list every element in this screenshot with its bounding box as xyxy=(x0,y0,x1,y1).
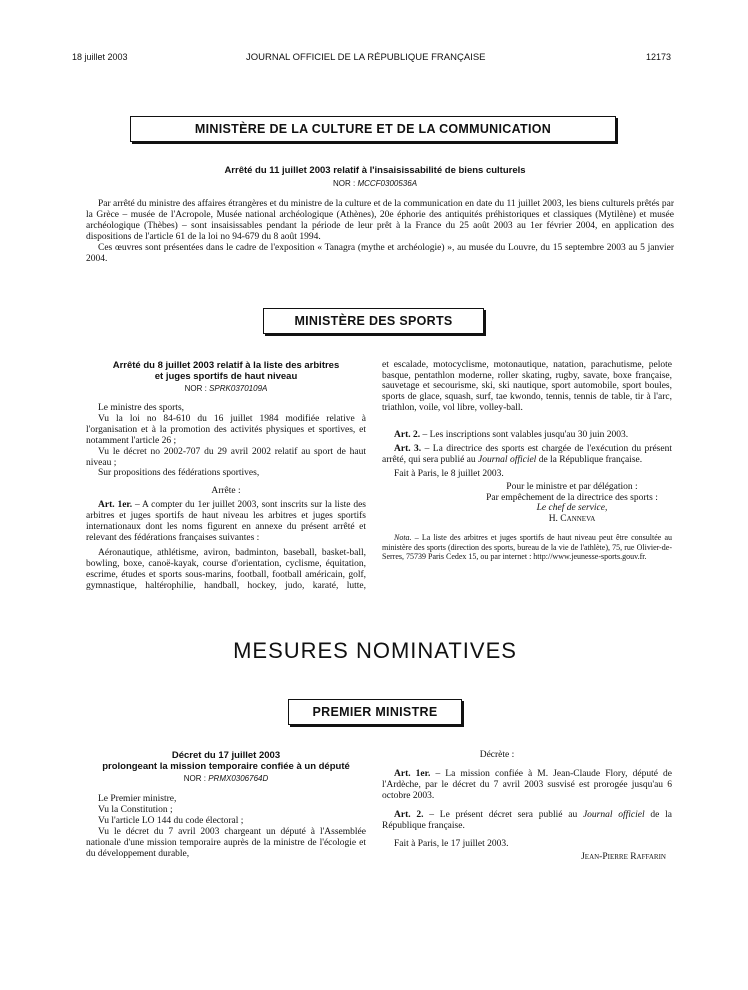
mesures-decree-title-1: Décret du 17 juillet 2003 xyxy=(171,750,281,761)
culture-decree-title: Arrêté du 11 juillet 2003 relatif à l'insaisissabilité de biens culturels xyxy=(224,165,526,176)
sports-list-continued: et escalade, motocyclisme, motonautique, natation, parachutisme, pelote basque, pentathlon moderne, roller skating, rugby, savate, boxe française, sauvetage et secourisme, ski, ski nautique, sport automobile, sport boules, sports de glace, squash, surf, tae kwondo, tennis, tennis de table, tir à l'arc, triathlon, voile, vol libre, volley-ball. xyxy=(382,360,672,414)
sports-art1-label: Art. 1er. xyxy=(98,500,133,511)
sports-done-at: Fait à Paris, le 8 juillet 2003. xyxy=(394,468,504,479)
ministry-culture-heading: MINISTÈRE DE LA CULTURE ET DE LA COMMUNICATION xyxy=(194,122,552,136)
header-date: 18 juillet 2003 xyxy=(72,52,128,62)
sports-right-column xyxy=(382,360,672,562)
sports-list-part: Aéronautique, athlétisme, aviron, badminton, baseball, basket-ball, bowling, boxe, canoë-kayak, course d'orientation, cyclisme, équitation, escrime, études et sports sous-marins, football, football américain, golf, gymnastique, haltérophilie, handball, hockey, judo, karaté, lutte, xyxy=(86,547,366,591)
sports-visa-2: Vu le décret no 2002-707 du 29 avril 2002 relatif au sport de haut niveau ; xyxy=(86,446,366,468)
sports-intro: Le ministre des sports, xyxy=(98,403,185,413)
culture-nor: NOR : MCCF0300536A xyxy=(332,179,418,188)
mesures-nor: NOR : PRMX0306764D xyxy=(183,774,269,783)
ministry-culture-box xyxy=(130,116,616,142)
header-page-number: 12173 xyxy=(646,52,672,62)
sports-article-2: Art. 2. – Les inscriptions sont valables jusqu'au 30 juin 2003. xyxy=(394,430,629,440)
culture-paragraph-2: Ces œuvres sont présentées dans le cadre de l'exposition « Tanagra (mythe et archéologie) », au musée du Louvre, du 15 septembre 2003 au 5 janvier 2004. xyxy=(86,242,674,264)
premier-ministre-heading: PREMIER MINISTRE xyxy=(312,705,438,719)
sports-article-3: Art. 3. – La directrice des sports est chargée de l'exécution du présent arrêté, qui sera publié au Journal officiel de la République française. xyxy=(382,443,672,465)
premier-ministre-box xyxy=(288,699,462,725)
mesures-line-3: Vu l'article LO 144 du code électoral ; xyxy=(98,815,244,826)
sports-visa-3: Sur propositions des fédérations sportives, xyxy=(98,468,260,479)
mesures-line-2: Vu la Constitution ; xyxy=(98,804,173,815)
sports-decree-title-1: Arrêté du 8 juillet 2003 relatif à la liste des arbitres xyxy=(112,360,340,371)
header-journal-title: JOURNAL OFFICIEL DE LA RÉPUBLIQUE FRANÇAISE xyxy=(246,52,486,63)
sports-note: Nota. – La liste des arbitres et juges sportifs de haut niveau peut être consultée au ministère des sports (direction des sports, bureau de la vie de l'athlète), 75, rue Olivier-de-Serres, 75739 Paris Cedex 15, ou par internet : http://www.jeunesse-sports.gouv.fr. xyxy=(382,533,672,562)
mesures-left-column xyxy=(86,750,366,859)
sports-left-column xyxy=(86,360,366,592)
mesures-signature: Jean-Pierre Raffarin xyxy=(581,852,666,863)
mesures-line-4: Vu le décret du 7 avril 2003 chargeant un député à l'Assemblée nationale d'une mission temporaire auprès de la ministre de l'écologie et du développement durable, xyxy=(86,826,366,859)
mesures-right-column xyxy=(382,750,672,863)
ministry-sports-box xyxy=(263,308,484,334)
sports-visa-1: Vu la loi no 84-610 du 16 juillet 1984 modifiée relative à l'organisation et à la promotion des activités physiques et sportives, et notamment l'article 26 ; xyxy=(86,413,366,446)
sports-arrete: Arrête : xyxy=(211,486,241,497)
mesures-article-2: Art. 2. – Le présent décret sera publié au Journal officiel de la République française. xyxy=(382,809,672,831)
culture-nor-code: MCCF0300536A xyxy=(357,179,418,188)
section-title-mesures: MESURES NOMINATIVES xyxy=(233,638,517,663)
sports-decree-title-2: et juges sportifs de haut niveau xyxy=(154,371,298,382)
mesures-line-1: Le Premier ministre, xyxy=(98,794,177,804)
culture-body xyxy=(86,199,674,264)
mesures-decrete: Décrète : xyxy=(479,750,515,760)
sports-signature: Pour le ministre et par délégation : Par empêchement de la directrice des sports : Le chef de service, H. Canneva xyxy=(486,481,658,525)
mesures-article-1: Art. 1er. – La mission confiée à M. Jean-Claude Flory, député de l'Ardèche, par le décret du 7 avril 2003 susvisé est prorogée jusqu'au 6 octobre 2003. xyxy=(382,768,672,801)
sports-article-1: Art. 1er. – A compter du 1er juillet 2003, sont inscrits sur la liste des arbitres et juges sportifs de haut niveau les arbitres et juges sportifs internationaux dont les noms figurent en annexe du présent arrêté et relevant des fédérations françaises suivantes : xyxy=(86,500,366,543)
ministry-sports-heading: MINISTÈRE DES SPORTS xyxy=(294,314,453,328)
mesures-decree-title-2: prolongeant la mission temporaire confiée à un député xyxy=(102,761,350,772)
mesures-done-at: Fait à Paris, le 17 juillet 2003. xyxy=(394,839,509,850)
culture-paragraph-1: Par arrêté du ministre des affaires étrangères et du ministre de la culture et de la communication en date du 11 juillet 2003, les biens culturels prêtés par la Grèce – musée de l'Acropole, Musée national archéologique (Athènes), 20e éphorie des antiquités préhistoriques et classiques (Mytilène) et musée archéologique (Thèbes) – sont insaisissables pendant la période de leur prêt à la France du 25 août 2003 au 1er février 2004, en application des dispositions de l'article 61 de la loi no 94-679 du 8 août 1994. xyxy=(86,199,674,242)
mesures-nor-code: PRMX0306764D xyxy=(208,774,269,783)
sports-nor-code: SPRK0370109A xyxy=(209,384,268,393)
sports-nor: NOR : SPRK0370109A xyxy=(184,384,268,393)
